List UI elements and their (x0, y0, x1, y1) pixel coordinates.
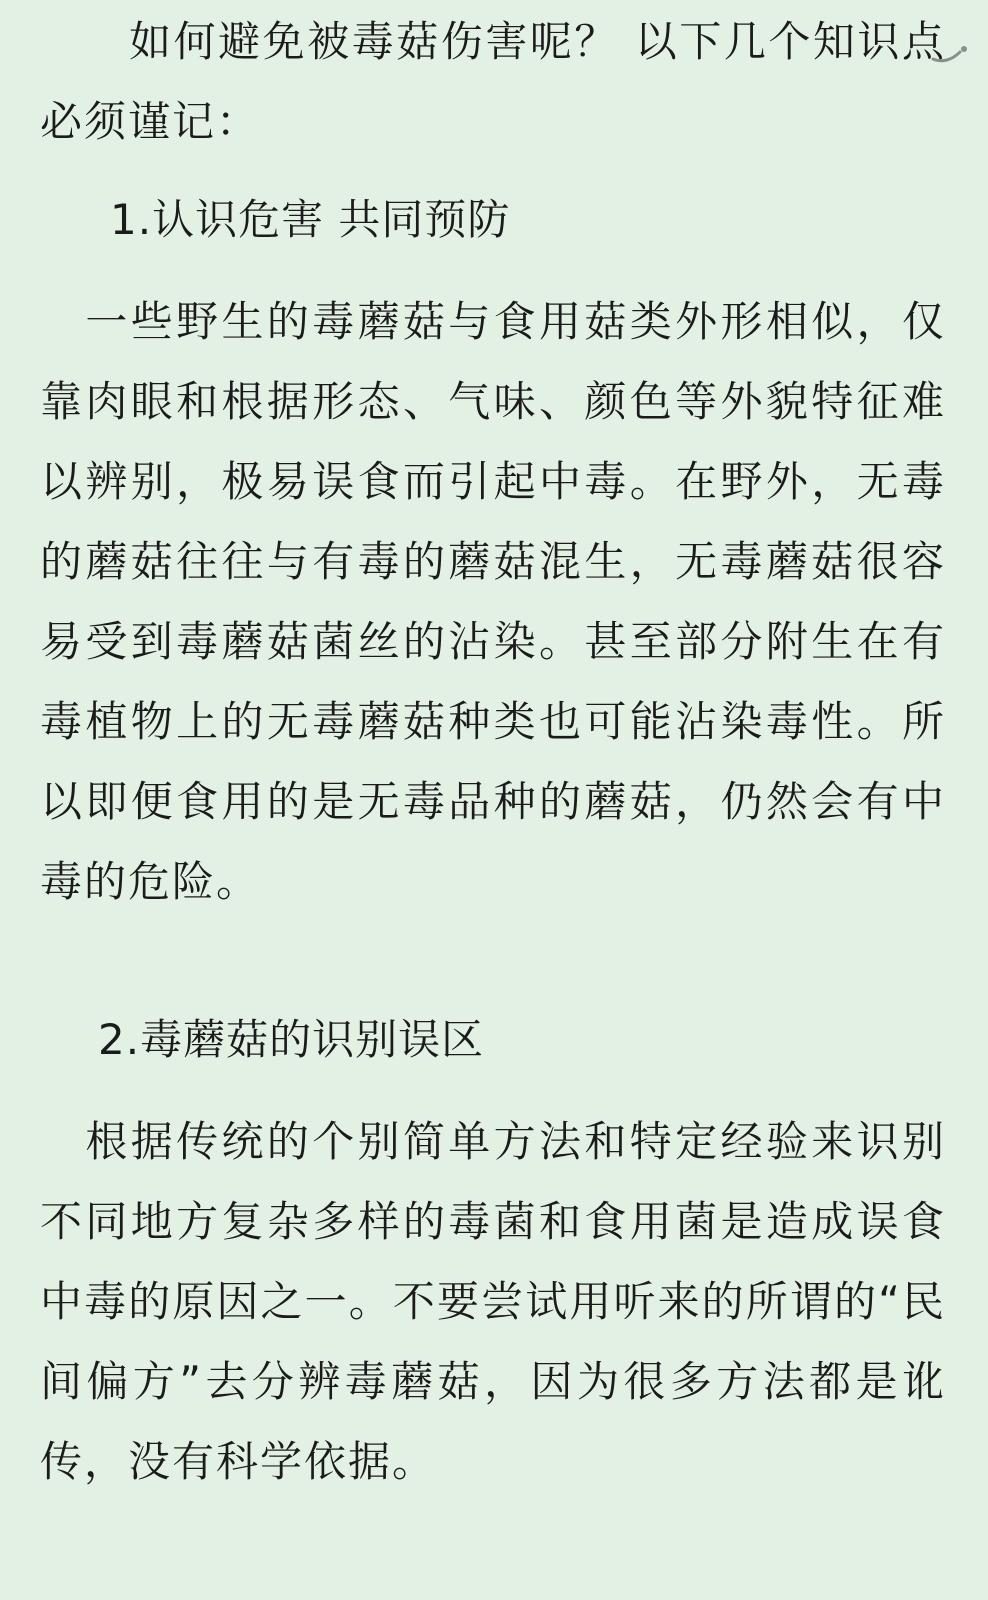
section2-body: 根据传统的个别简单方法和特定经验来识别不同地方复杂多样的毒菌和食用菌是造成误食中毒的原因之一。不要尝试用听来的所谓的“民间偏方”去分辨毒蘑菇，因为很多方法都是讹传，没有科学依据。 (40, 1117, 946, 1486)
section1-body: 一些野生的毒蘑菇与食用菇类外形相似，仅靠肉眼和根据形态、气味、颜色等外貌特征难以辨别，极易误食而引起中毒。在野外，无毒的蘑菇往往与有毒的蘑菇混生，无毒蘑菇很容易受到毒蘑菇菌丝的沾染。甚至部分附生在有毒植物上的无毒蘑菇种类也可能沾染毒性。所以即便食用的是无毒品种的蘑菇，仍然会有中毒的危险。 (40, 297, 946, 906)
watermark-swoosh-icon (930, 42, 970, 66)
section1-heading: 1.认识危害 共同预防 (110, 195, 511, 244)
section2-heading: 2.毒蘑菇的识别误区 (98, 1015, 485, 1064)
intro-paragraph: 如何避免被毒菇伤害呢？ 以下几个知识点必须谨记： (40, 17, 946, 146)
